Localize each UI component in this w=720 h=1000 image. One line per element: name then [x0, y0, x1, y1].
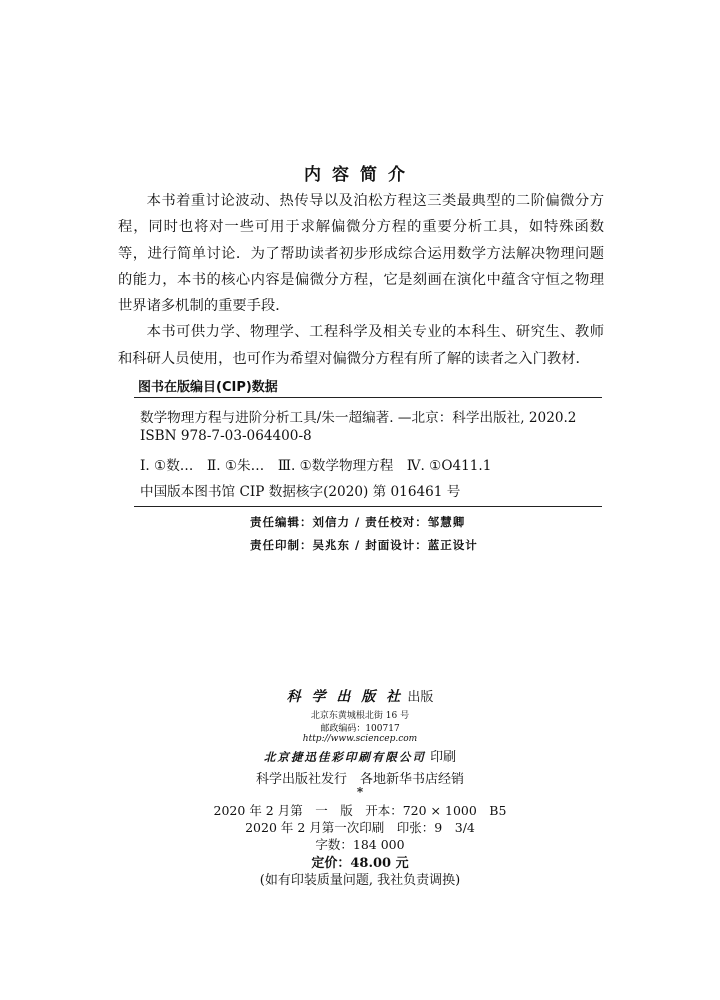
quality-notice: (如有印装质量问题, 我社负责调换) [259, 873, 461, 888]
edition-line: 2020 年 2 月第 一 版 开本：720 × 1000 B5 [213, 803, 507, 818]
credits-production: 责任印制：吴兆东 / 封面设计：蓝正设计 [250, 538, 478, 552]
summary-paragraph-1: 本书着重讨论波动、热传导以及泊松方程这三类最典型的二阶偏微分方程，同时也将对一些可用于求解偏微分方程的重要分析工具，如特殊函数等，进行简单讨论．为了帮助读者初步形成综合运用数学方法解决物理问题的能力，本书的核心内容是偏微分方程，它是刻画在演化中蕴含守恒之物理世界诸多机制的重要手段． [118, 193, 604, 315]
printer-name: 北京捷迅佳彩印刷有限公司 [263, 750, 426, 764]
cip-title-line: 数学物理方程与进阶分析工具/朱一超编著. —北京：科学出版社, 2020.2 [140, 410, 577, 426]
publisher-address: 北京东黄城根北街 16 号 [310, 711, 410, 721]
cip-isbn: ISBN 978-7-03-064400-8 [140, 428, 312, 444]
publisher-suffix: 出版 [407, 690, 434, 705]
publisher-postcode: 邮政编码：100717 [320, 724, 400, 734]
price: 定价：48.00 元 [311, 856, 409, 871]
publisher-website: http://www.sciencep.com [302, 734, 418, 744]
summary-paragraph-2: 本书可供力学、物理学、工程科学及相关专业的本科生、研究生、教师和科研人员使用，也可作为希望对偏微分方程有所了解的读者之入门教材． [118, 324, 604, 367]
cip-header: 图书在版编目(CIP)数据 [138, 380, 278, 395]
credits-editors: 责任编辑：刘信力 / 责任校对：邹慧卿 [250, 515, 466, 529]
publisher-name: 科 学 出 版 社 [286, 689, 404, 705]
printing-line: 2020 年 2 月第一次印刷 印张：9 3/4 [245, 820, 475, 835]
publisher-line [0, 686, 720, 706]
printer-line [0, 746, 720, 765]
distribution-line: 科学出版社发行 各地新华书店经销 [255, 772, 464, 787]
cip-classification: Ⅰ. ①数… Ⅱ. ①朱… Ⅲ. ①数学物理方程 Ⅳ. ①O411.1 [140, 458, 492, 474]
cip-number: 中国版本图书馆 CIP 数据核字(2020) 第 016461 号 [140, 484, 461, 500]
printer-suffix: 印刷 [430, 750, 457, 765]
word-count: 字数：184 000 [315, 837, 405, 852]
separator-star: * [356, 785, 364, 799]
summary-title: 内容简介 [304, 165, 416, 185]
